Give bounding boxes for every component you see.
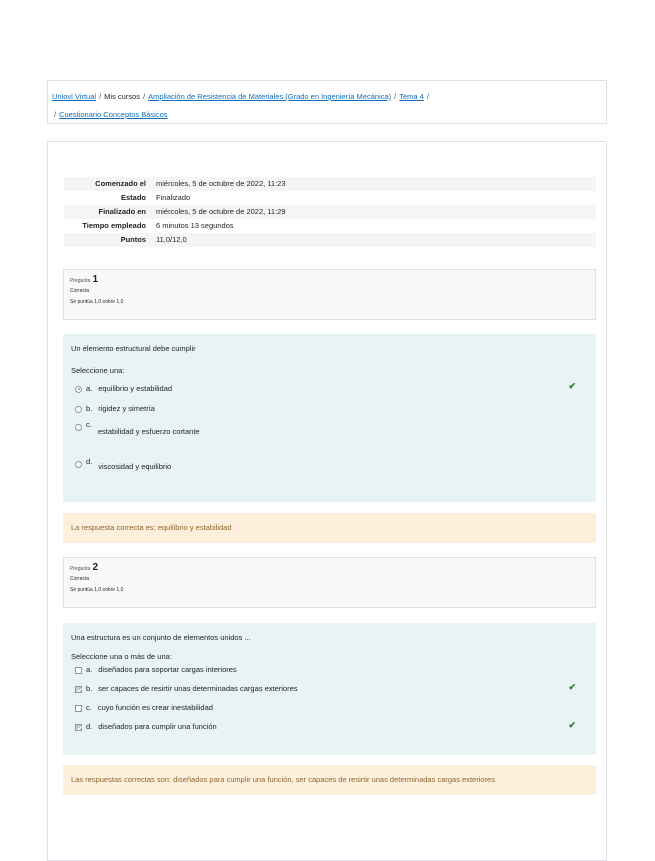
question-1-formulation [63,334,596,502]
option-letter: b. [86,684,93,693]
checkbox[interactable] [75,724,82,731]
breadcrumb [47,80,607,124]
question-number: 1 [92,274,99,285]
breadcrumb-course[interactable]: Ampliación de Resistencia de Materiales (Grado en Ingeniería Mecánica) [148,92,392,101]
summary-label: Tiempo empleado [82,221,146,230]
radio-button[interactable] [75,424,82,431]
attempt-summary-table [64,177,596,247]
breadcrumb-separator: / [143,92,146,101]
summary-row-started [64,177,596,191]
question-2-formulation [63,623,596,755]
question-text: Una estructura es un conjunto de elementos unidos ... [71,633,251,642]
answer-prompt: Seleccione una: [71,366,125,375]
option-letter: c. [86,420,92,429]
correct-check-icon: ✔ [568,720,576,730]
breadcrumb-line-2 [52,110,168,119]
summary-value: 11,0/12,0 [152,233,596,247]
breadcrumb-quiz[interactable]: Cuestionario Conceptos Básicos [59,110,168,119]
breadcrumb-separator: / [54,110,57,119]
option-text: cuyo función es crear inestabilidad [97,703,213,712]
option-d[interactable] [75,457,172,471]
option-c[interactable] [75,420,200,436]
option-text: diseñados para soportar cargas interiores [98,665,237,674]
radio-button[interactable] [75,461,82,468]
option-b[interactable] [75,684,298,693]
summary-row-points [64,233,596,247]
summary-row-finished [64,205,596,219]
question-grade: Se puntúa 1,0 sobre 1,0 [70,299,124,305]
option-a[interactable] [75,665,237,674]
option-letter: a. [86,665,93,674]
option-text: equilibrio y estabilidad [98,384,173,393]
question-label: Pregunta [70,566,91,572]
option-text: viscosidad y equilibrio [98,462,172,471]
summary-label: Finalizado en [64,205,152,219]
question-label: Pregunta [70,278,91,284]
question-grade: Se puntúa 1,0 sobre 1,0 [70,587,124,593]
correct-check-icon: ✔ [568,682,576,692]
option-d[interactable] [75,722,217,731]
option-letter: d. [86,722,93,731]
option-a[interactable] [75,384,172,393]
summary-value: Finalizado [156,193,191,202]
checkbox[interactable] [75,667,82,674]
summary-row-time-taken [64,219,596,233]
summary-label: Comenzado el [64,177,152,191]
question-number: 2 [92,562,99,573]
breadcrumb-mis-cursos: Mis cursos [104,92,140,101]
correct-check-icon: ✔ [568,381,576,391]
option-letter: d. [86,457,93,466]
question-1-feedback: La respuesta correcta es: equilibrio y estabilidad [63,513,596,543]
summary-label: Puntos [64,233,152,247]
breadcrumb-separator: / [99,92,102,101]
summary-value: miércoles, 5 de octubre de 2022, 11:23 [152,177,596,191]
summary-value: 6 minutos 13 segundos [156,221,234,230]
breadcrumb-line-1 [52,92,432,101]
question-state: Correcta [70,576,90,582]
checkbox[interactable] [75,705,82,712]
checkbox[interactable] [75,686,82,693]
breadcrumb-separator: / [394,92,397,101]
option-text: ser capaces de resirtir unas determinadas cargas exteriores [98,684,298,693]
summary-label: Estado [120,193,146,202]
question-state: Correcta [70,288,90,294]
question-1-info [63,269,596,320]
option-letter: c. [86,703,92,712]
radio-button[interactable] [75,386,82,393]
question-text: Un elemento estructural debe cumplir [71,344,196,353]
breadcrumb-tema-4[interactable]: Tema 4 [399,92,424,101]
option-c[interactable] [75,703,213,712]
question-2-info [63,557,596,608]
breadcrumb-uniovi-virtual[interactable]: Uniovi Virtual [52,92,97,101]
answer-prompt: Seleccione una o más de una: [71,652,172,661]
option-letter: b. [86,404,93,413]
summary-row-state [64,191,596,205]
breadcrumb-separator: / [426,92,429,101]
option-letter: a. [86,384,93,393]
option-text: rigidez y simetría [98,404,155,413]
option-b[interactable] [75,404,155,413]
summary-value: miércoles, 5 de octubre de 2022, 11:29 [152,205,596,219]
question-2-feedback: Las respuestas correctas son: diseñados para cumplir una función, ser capaces de resirtir unas determinadas cargas exteriores [63,765,596,795]
option-text: estabilidad y esfuerzo cortante [97,427,200,436]
option-text: diseñados para cumplir una función [98,722,217,731]
radio-button[interactable] [75,406,82,413]
